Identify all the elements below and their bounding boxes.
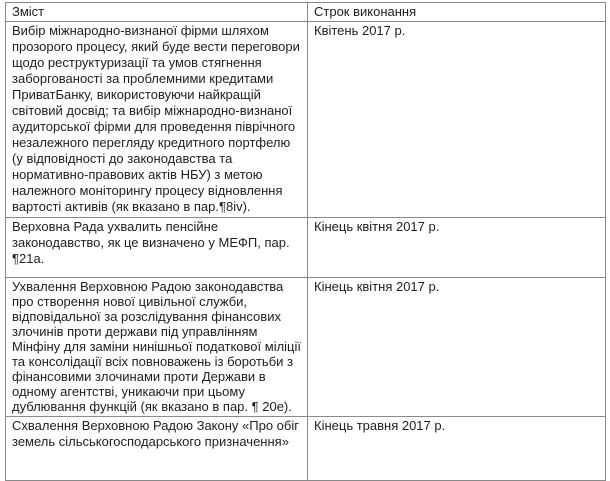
deadline-cell: Кінець квітня 2017 р. bbox=[308, 218, 606, 278]
deadline-cell: Квітень 2017 р. bbox=[308, 22, 606, 218]
task-description-cell: Верховна Рада ухвалить пенсійне законодавство, як це визначено у МЕФП, пар. ¶21а. bbox=[6, 218, 308, 278]
column-header-content: Зміст bbox=[6, 3, 308, 22]
task-description-cell: Вибір міжнародно-визнаної фірми шляхом прозорого процесу, який буде вести переговори щодо реструктуризації та умов стягнення заборгованості за проблемними кредитами ПриватБанку, використовуючи найкращій світовий досвід; та вибір міжнародно-визнаної аудиторської фірми для проведення піврічного незалежного перегляду кредитного портфелю (у відповідності до законодавства та нормативно-правових актів НБУ) з метою належного моніторингу процесу відновлення вартості активів (як вказано в пар.¶8iv). bbox=[6, 22, 308, 218]
table-row bbox=[6, 278, 606, 417]
task-description-cell: Схвалення Верховною Радою Закону «Про обіг земель сільськогосподарського призначення» bbox=[6, 417, 308, 481]
task-description-cell: Ухвалення Верховною Радою законодавства про створення нової цивільної служби, відповідальної за розслідування фінансових злочинів проти держави під управлінням Мінфіну для заміни нинішньої податкової міліції та консолідації всіх повноважень із боротьби з фінансовими злочинами проти Держави в одному агентстві, уникаючи при цьому дублювання функцій (як вказано в пар. ¶ 20е). bbox=[6, 278, 308, 417]
table-header-row bbox=[6, 3, 606, 22]
column-header-deadline: Строк виконання bbox=[308, 3, 606, 22]
table-row bbox=[6, 22, 606, 218]
table-row bbox=[6, 218, 606, 278]
deadline-cell: Кінець квітня 2017 р. bbox=[308, 278, 606, 417]
deadline-cell: Кінець травня 2017 р. bbox=[308, 417, 606, 481]
table-row-partially-clipped bbox=[6, 417, 606, 481]
deadlines-table bbox=[5, 2, 606, 481]
